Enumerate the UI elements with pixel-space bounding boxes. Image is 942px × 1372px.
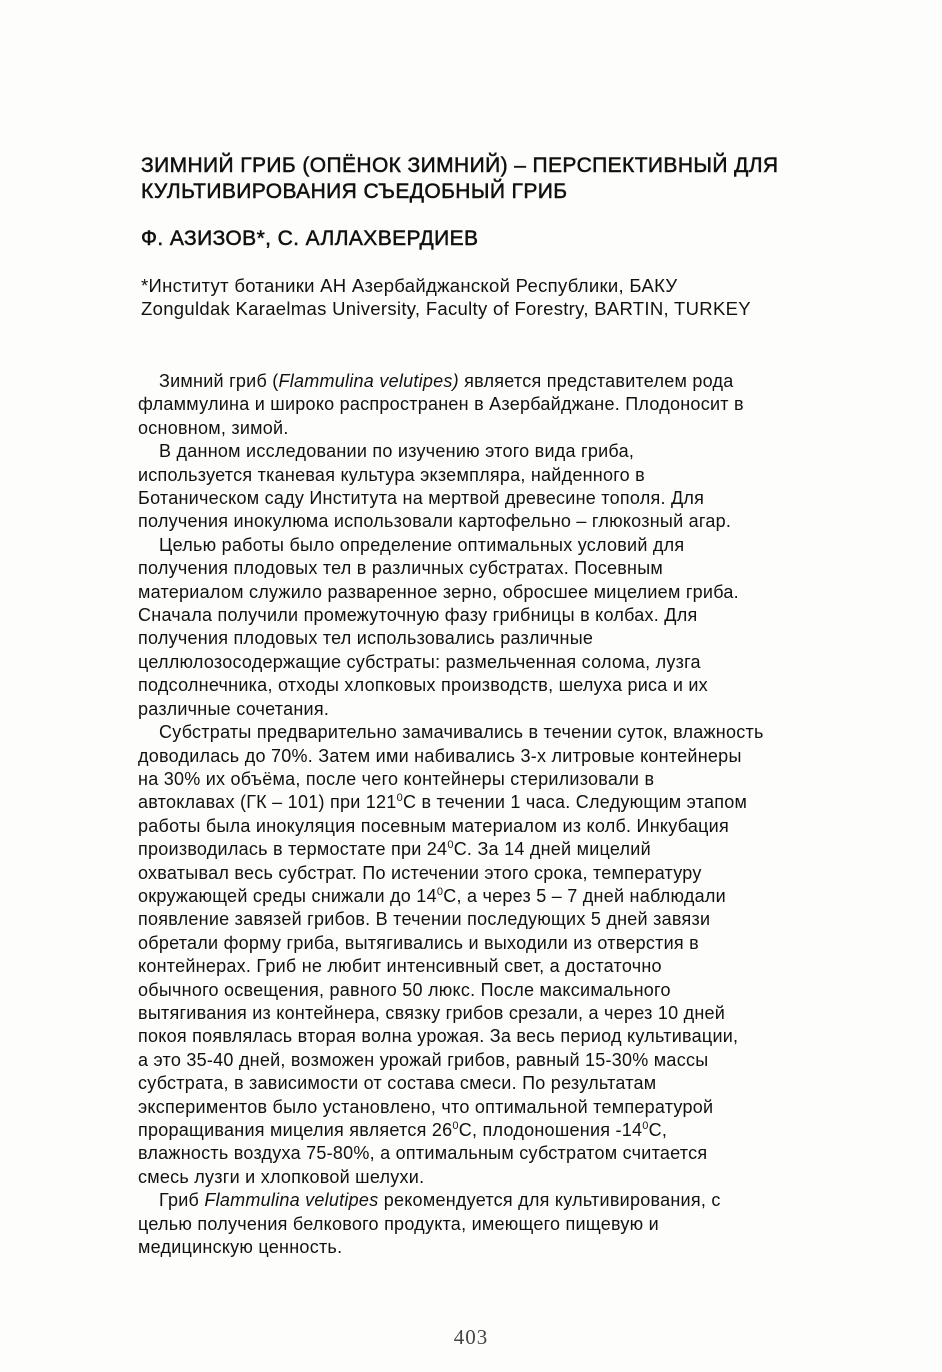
text-run: автоклавах (ГК – 101) при 121 xyxy=(138,792,397,813)
text-line: Целью работы было определение оптимальных условий для xyxy=(159,534,685,555)
degree-sign: 0 xyxy=(447,839,454,852)
text-line xyxy=(138,370,890,393)
text-line: Сначала получили промежуточную фазу грибницы в колбах. Для xyxy=(138,605,698,626)
text-run: проращивания мицелия является 26 xyxy=(138,1120,453,1140)
text-run: С, а через 5 – 7 дней наблюдали xyxy=(443,885,726,906)
degree-sign: 0 xyxy=(396,792,403,805)
text-line: влажность воздуха 75-80%, а оптимальным субстратом считается xyxy=(138,1143,708,1164)
species-name: Flammulina velutipes) xyxy=(278,371,459,391)
affiliation-line: Zonguldak Karaelmas University, Faculty of Forestry, BARTIN, TURKEY xyxy=(141,298,751,319)
text-line: материалом служило разваренное зерно, обросшее мицелием гриба. xyxy=(138,581,739,602)
text-line: используется тканевая культура экземпляра, найденного в xyxy=(138,464,645,485)
paragraph-intro xyxy=(138,370,890,440)
affiliation xyxy=(141,274,751,320)
text-run: С, xyxy=(648,1120,668,1140)
text-run: Зимний гриб ( xyxy=(159,371,279,391)
text-line xyxy=(138,1189,890,1212)
article-body xyxy=(138,370,890,1259)
text-line: а это 35-40 дней, возможен урожай грибов, равный 15-30% массы xyxy=(138,1049,709,1070)
text-line: экспериментов было установлено, что оптимальной температурой xyxy=(138,1096,714,1117)
text-line: работы была инокуляция посевным материалом из колб. Инкубация xyxy=(138,815,729,836)
degree-sign: 0 xyxy=(452,1120,459,1132)
text-run: производилась в термостате при 24 xyxy=(138,839,448,860)
text-line xyxy=(138,838,890,861)
text-run: рекомендуется для культивирования, с xyxy=(378,1190,721,1211)
text-line: медицинскую ценность. xyxy=(138,1237,343,1258)
text-line: целью получения белкового продукта, имеющего пищевую и xyxy=(138,1213,659,1234)
text-line: целлюлозосодержащие субстраты: размельченная солома, лузга xyxy=(138,651,701,672)
text-line: смесь лузги и хлопковой шелухи. xyxy=(138,1166,425,1187)
authors: Ф. АЗИЗОВ*, С. АЛЛАХВЕРДИЕВ xyxy=(141,227,479,250)
paragraph-method xyxy=(138,721,890,1189)
paragraph-culture xyxy=(138,440,890,534)
degree-sign: 0 xyxy=(642,1120,649,1132)
text-line: получения инокулюма использовали картофельно – глюкозный агар. xyxy=(138,511,732,532)
text-line: различные сочетания. xyxy=(138,698,330,719)
title-line: КУЛЬТИВИРОВАНИЯ СЪЕДОБНЫЙ ГРИБ xyxy=(141,180,568,203)
degree-sign: 0 xyxy=(436,885,444,898)
text-line xyxy=(138,885,890,908)
text-line: обретали форму гриба, вытягивались и выходили из отверстия в xyxy=(138,932,699,953)
text-line: Ботаническом саду Института на мертвой древесине тополя. Для xyxy=(138,488,705,509)
text-run: окружающей среды снижали до 14 xyxy=(138,885,437,906)
text-line: покоя появлялась вторая волна урожая. За весь период культивации, xyxy=(138,1026,739,1047)
text-line: подсолнечника, отходы хлопковых производств, шелуха риса и их xyxy=(138,675,708,696)
text-line: вытягивания из контейнера, связку грибов срезали, а через 10 дней xyxy=(138,1002,726,1023)
text-run: Гриб xyxy=(159,1190,205,1211)
text-line: получения плодовых тел использовались различные xyxy=(138,628,594,649)
text-line: получения плодовых тел в различных субстратах. Посевным xyxy=(138,558,664,579)
text-line: обычного освещения, равного 50 люкс. После максимального xyxy=(138,979,671,1000)
article-title xyxy=(141,153,861,205)
text-line: основном, зимой. xyxy=(138,417,289,438)
text-line: контейнерах. Гриб не любит интенсивный свет, а достаточно xyxy=(138,956,662,977)
page-number: 403 xyxy=(453,1325,489,1349)
text-line xyxy=(138,1119,890,1142)
text-line: охватывал весь субстрат. По истечении этого срока, температуру xyxy=(138,862,702,883)
text-run: является представителем рода xyxy=(458,371,734,391)
text-line: на 30% их объёма, после чего контейнеры стерилизовали в xyxy=(138,768,655,789)
text-line: Субстраты предварительно замачивались в течении суток, влажность xyxy=(159,722,764,743)
text-line: появление завязей грибов. В течении последующих 5 дней завязи xyxy=(138,909,711,930)
text-line: доводилась до 70%. Затем ими набивались 3-х литровые контейнеры xyxy=(138,745,742,766)
text-run: С. За 14 дней мицелий xyxy=(453,839,651,860)
text-line: фламмулина и широко распространен в Азербайджане. Плодоносит в xyxy=(138,394,744,415)
text-run: С в течении 1 часа. Следующим этапом xyxy=(402,792,748,813)
species-name: Flammulina velutipes xyxy=(204,1190,379,1211)
text-line: В данном исследовании по изучению этого вида гриба, xyxy=(159,441,635,462)
paragraph-conclusion xyxy=(138,1189,890,1259)
text-line xyxy=(138,791,890,814)
title-line: ЗИМНИЙ ГРИБ (ОПЁНОК ЗИМНИЙ) – ПЕРСПЕКТИВНЫЙ ДЛЯ xyxy=(141,154,779,177)
text-run: С, плодоношения -14 xyxy=(458,1120,643,1140)
affiliation-line: *Институт ботаники АН Азербайджанской Республики, БАКУ xyxy=(141,275,678,296)
text-line: субстрата, в зависимости от состава смеси. По результатам xyxy=(138,1073,657,1094)
paragraph-aim xyxy=(138,534,890,721)
